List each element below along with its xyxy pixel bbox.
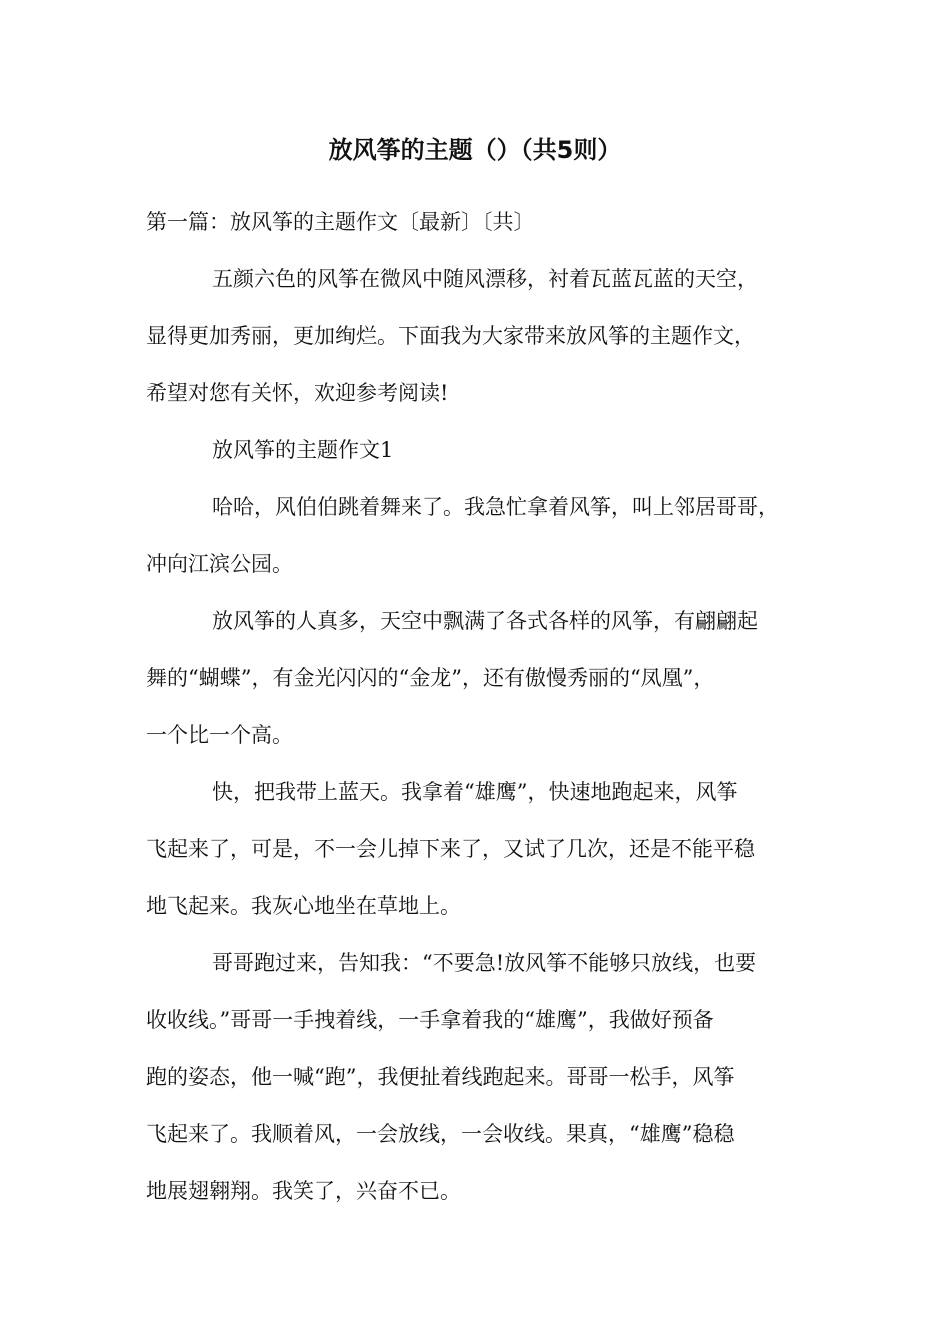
paragraph-line: 快，把我带上蓝天。我拿着“雄鹰”，快速地跑起来，风筝 <box>212 780 738 804</box>
paragraph-line: 放风筝的人真多，天空中飘满了各式各样的风筝，有翩翩起 <box>212 609 758 633</box>
paragraph-line: 显得更加秀丽，更加绚烂。下面我为大家带来放风筝的主题作文， <box>146 324 755 348</box>
paragraph-line: 飞起来了，可是，不一会儿掉下来了，又试了几次，还是不能平稳 <box>146 837 755 861</box>
paragraph-line: 舞的“蝴蝶”，有金光闪闪的“金龙”，还有傲慢秀丽的“凤凰”， <box>146 666 715 690</box>
paragraph-line: 冲向江滨公园。 <box>146 552 293 576</box>
paragraph-line: 希望对您有关怀，欢迎参考阅读! <box>146 381 449 405</box>
paragraph-line: 五颜六色的风筝在微风中随风漂移，衬着瓦蓝瓦蓝的天空， <box>212 267 758 291</box>
paragraph-line: 地展翅翱翔。我笑了，兴奋不已。 <box>146 1179 461 1203</box>
paragraph-line: 飞起来了。我顺着风，一会放线，一会收线。果真，“雄鹰”稳稳 <box>146 1122 735 1146</box>
paragraph-line: 跑的姿态，他一喊“跑”，我便扯着线跑起来。哥哥一松手，风筝 <box>146 1065 735 1089</box>
paragraph-line: 哥哥跑过来，告知我：“不要急!放风筝不能够只放线，也要 <box>212 951 757 975</box>
paragraph-line: 哈哈，风伯伯跳着舞来了。我急忙拿着风筝，叫上邻居哥哥， <box>212 495 779 519</box>
paragraph-line: 地飞起来。我灰心地坐在草地上。 <box>146 894 461 918</box>
section-heading: 第一篇：放风筝的主题作文〔最新〕〔共〕 <box>146 210 535 234</box>
document-title: 放风筝的主题（）（共5则） <box>328 136 622 164</box>
essay-subtitle: 放风筝的主题作文1 <box>212 438 394 462</box>
paragraph-line: 一个比一个高。 <box>146 723 293 747</box>
paragraph-line: 收收线。”哥哥一手拽着线，一手拿着我的“雄鹰”，我做好预备 <box>146 1008 714 1032</box>
